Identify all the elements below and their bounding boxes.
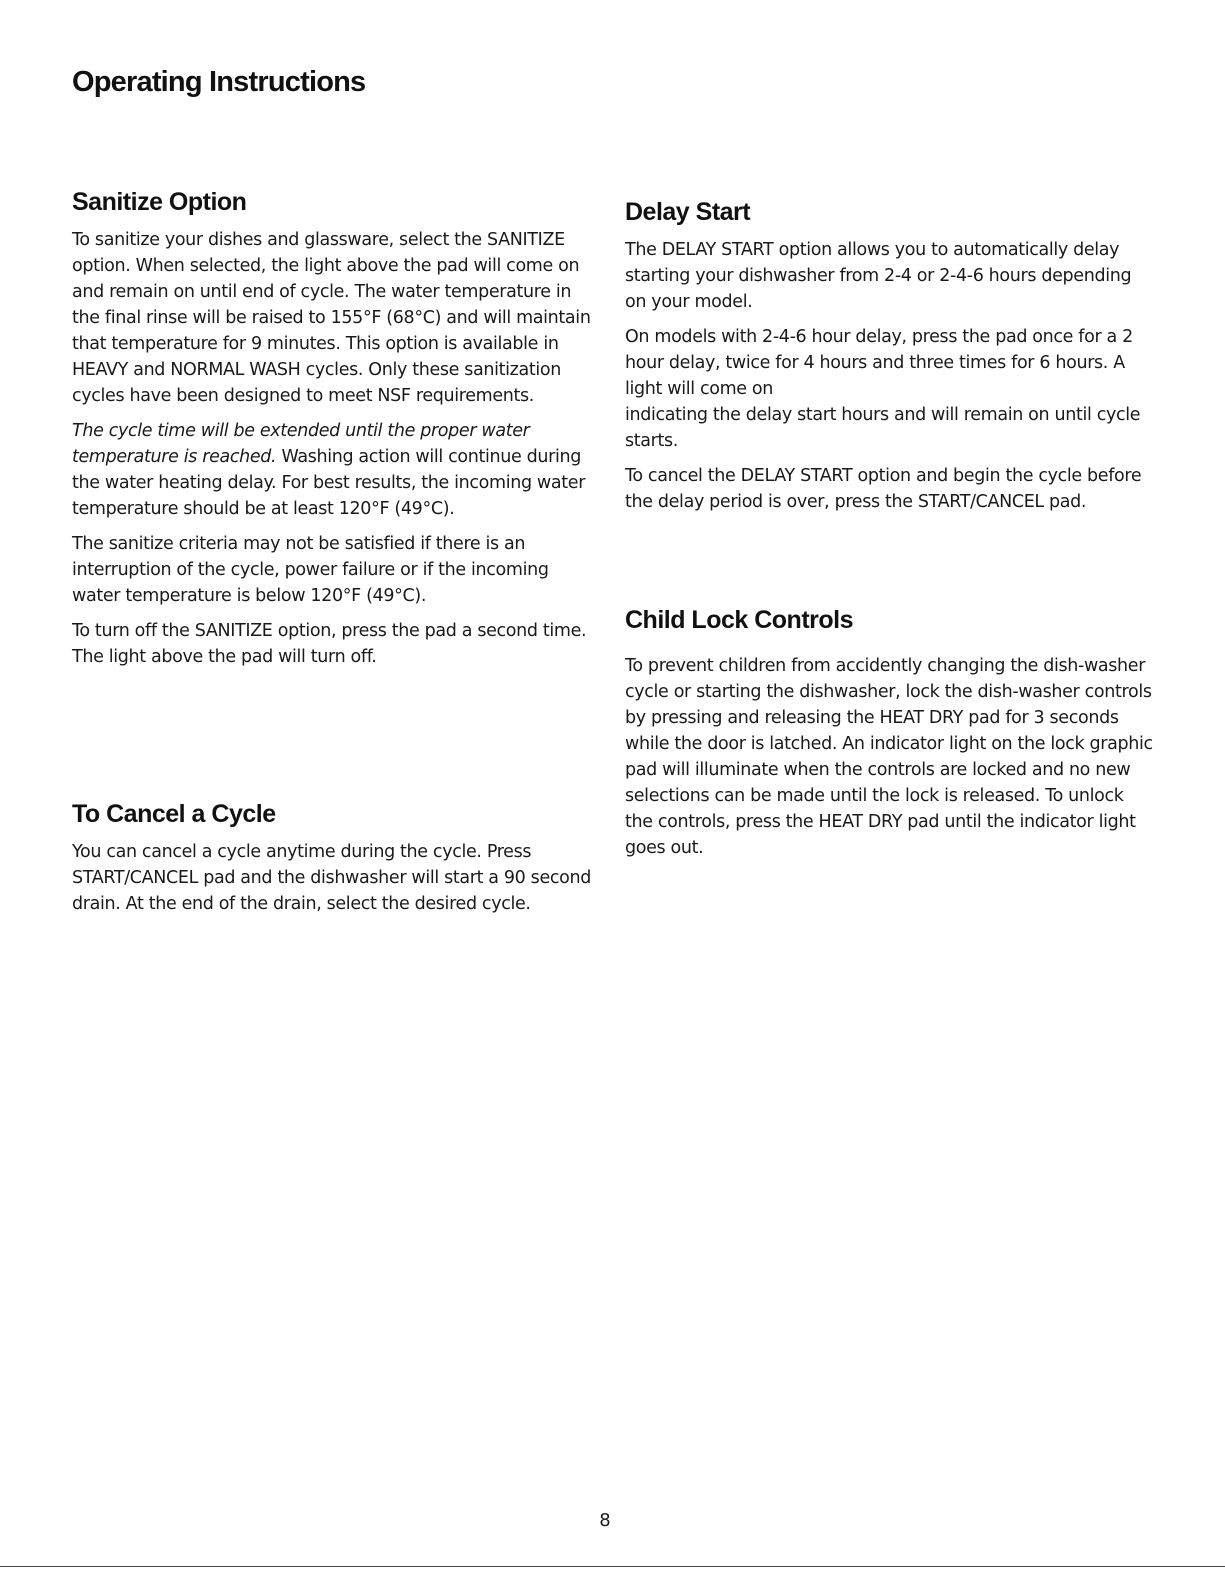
section-delay-start (625, 198, 1155, 524)
paragraph: To turn off the SANITIZE option, press the pad a second time. The light above the pad will turn off. (72, 621, 587, 667)
italic-note: The cycle time will be extended until the proper water temperature is reached. (72, 421, 530, 467)
paragraph: To sanitize your dishes and glassware, select the SANITIZE option. When selected, the light above the pad will come on and remain on until end of cycle. The water temperature in the final rinse will be raised to 155°F (68°C) and will maintain that temperature for 9 minutes. This option is available in HEAVY and NORMAL WASH cycles. Only these sanitization cycles have been designed to meet NSF requirements. (72, 230, 591, 406)
page-title: Operating Instructions (72, 66, 366, 98)
section-child-lock-controls (625, 606, 1155, 870)
section-sanitize-option (72, 188, 592, 679)
section-cancel-cycle (72, 800, 592, 926)
section-heading: Child Lock Controls (625, 606, 853, 634)
paragraph: To prevent children from accidently changing the dish-washer cycle or starting the dishwasher, lock the dish-washer controls by pressing and releasing the HEAT DRY pad for 3 seconds while the door is latched. An indicator light on the lock graphic pad will illuminate when the controls are locked and no new selections can be made until the lock is released. To unlock the controls, press the HEAT DRY pad until the indicator light goes out. (625, 656, 1153, 858)
paragraph: The DELAY START option allows you to automatically delay starting your dishwasher from 2-4 or 2-4-6 hours depending on your model. (625, 240, 1132, 312)
section-heading: Sanitize Option (72, 188, 247, 216)
paragraph-text: Washing action will continue during the water heating delay. For best results, the incoming water temperature should be at least 120°F (49°C). (72, 447, 586, 519)
paragraph: You can cancel a cycle anytime during the cycle. Press START/CANCEL pad and the dishwasher will start a 90 second drain. At the end of the drain, select the desired cycle. (72, 842, 591, 914)
paragraph: To cancel the DELAY START option and begin the cycle before the delay period is over, press the START/CANCEL pad. (625, 466, 1142, 512)
page-number: 8 (599, 1510, 611, 1531)
section-heading: Delay Start (625, 198, 751, 226)
paragraph: indicating the delay start hours and will remain on until cycle starts. (625, 405, 1141, 451)
bottom-divider (0, 1566, 1225, 1567)
paragraph (72, 418, 592, 522)
paragraph: The sanitize criteria may not be satisfied if there is an interruption of the cycle, power failure or if the incoming water temperature is below 120°F (49°C). (72, 534, 549, 606)
paragraph: On models with 2-4-6 hour delay, press the pad once for a 2 hour delay, twice for 4 hours and three times for 6 hours. A light will come on (625, 327, 1133, 399)
section-heading: To Cancel a Cycle (72, 800, 276, 828)
